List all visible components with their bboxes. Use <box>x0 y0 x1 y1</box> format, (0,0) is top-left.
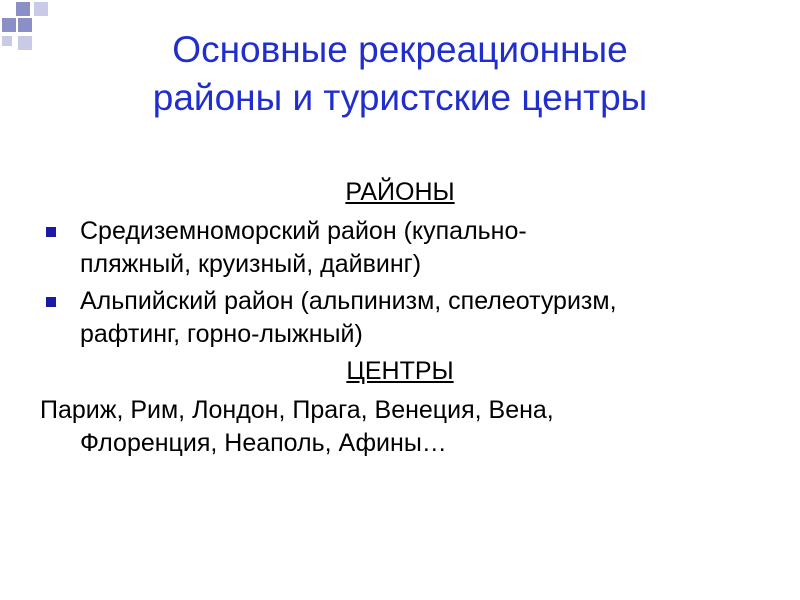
region-item-line-2: пляжный, круизный, дайвинг) <box>80 250 422 278</box>
region-item-alpine <box>40 285 760 351</box>
centers-heading: ЦЕНТРЫ <box>346 357 454 385</box>
centers-line-1: Париж, Рим, Лондон, Прага, Венеция, Вена, <box>40 396 554 424</box>
region-item-line-2: рафтинг, горно-лыжный) <box>80 320 363 348</box>
region-item-line-1: Средиземноморский район (купально- <box>80 217 527 245</box>
regions-heading: РАЙОНЫ <box>345 178 455 206</box>
centers-line-2: Флоренция, Неаполь, Афины… <box>80 429 447 457</box>
square-bullet-icon <box>46 227 56 237</box>
region-item-mediterranean <box>40 215 760 281</box>
centers-list <box>40 394 760 460</box>
square-bullet-icon <box>46 297 56 307</box>
slide-title <box>40 26 760 122</box>
slide-title-line-2: районы и туристские центры <box>152 77 648 118</box>
region-item-line-1: Альпийский район (альпинизм, спелеотуризм, <box>80 287 617 315</box>
slide-body <box>40 176 760 460</box>
slide-title-line-1: Основные рекреационные <box>172 29 628 70</box>
